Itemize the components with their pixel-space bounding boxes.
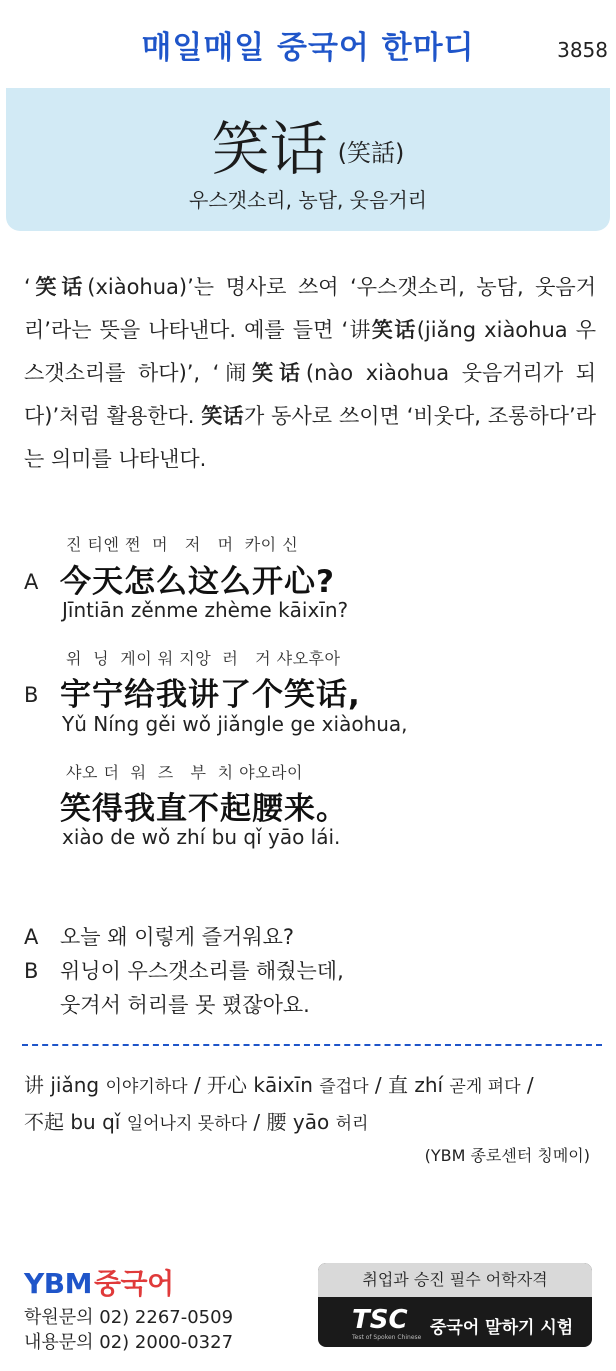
word-title-box [6,88,610,231]
vocab-chinese: 腰 [266,1110,287,1134]
vocab-pinyin: jiǎng [50,1073,100,1097]
vocab-separator: / [520,1073,534,1097]
vocab-chinese: 开心 [207,1073,248,1097]
translation-text: 위닝이 우스갯소리를 해줬는데, [60,959,344,983]
explanation-text: (nào xiàohua 웃음거리가 되다)’처럼 활용한다. [24,361,596,428]
dashed-divider [22,1044,602,1046]
vocab-pinyin: zhí [414,1073,444,1097]
dialogue-chinese-text: , [348,677,361,713]
explanation-text: 가 동사로 쓰이면 ‘비웃다, 조롱하다’라는 의미를 나타낸다. [24,404,596,471]
author-credit: (YBM 종로센터 칭메이) [424,1146,590,1165]
translation-speaker: B [24,959,39,983]
tsc-banner [318,1263,592,1347]
vocab-pinyin: yāo [292,1110,330,1134]
vocab-chinese: 不起 [24,1110,64,1134]
dialogue-keyword: 笑话 [284,677,348,713]
tsc-logo: TSC [352,1305,408,1335]
dialogue-chinese: 笑得我直不起腰来。 [60,791,348,827]
dialogue-pinyin: Yǔ Níng gěi wǒ jiǎngle ge xiàohua, [62,712,408,736]
vocab-chinese: 直 [387,1073,408,1097]
dialogue-ruby: 위 닝 게이 워 지앙 러 거 샤오후아 [66,649,341,668]
explanation-text: ‘ [24,275,31,299]
dialogue-speaker: A [24,570,39,594]
dialogue-chinese [60,669,361,714]
vocab-gloss: 즐겁다 [319,1077,369,1097]
dialogue-speaker: B [24,683,39,707]
explanation-keyword: 笑话 [201,404,244,428]
vocab-line [24,1068,604,1105]
vocab-list [24,1068,604,1142]
logo-chinese-text: 중국어 [93,1267,174,1300]
word-traditional: (笑話) [337,138,405,167]
dialogue-pinyin: Jīntiān zěnme zhème kāixīn? [62,598,349,622]
vocab-separator: / [247,1110,267,1134]
contact-academy: 학원문의 02) 2267-0509 [24,1307,234,1328]
dialogue-pinyin: xiào de wǒ zhí bu qǐ yāo lái. [62,825,341,849]
dialogue-chinese: 今天怎么这么开心? [60,564,335,600]
word-headline [6,102,610,186]
vocab-gloss: 허리 [335,1114,369,1134]
tsc-tagline: 취업과 승진 필수 어학자격 [318,1263,592,1297]
vocab-separator: / [187,1073,208,1097]
dialogue-chinese-text: 宇宁给我讲了个 [60,677,284,713]
word-meaning: 우스갯소리, 농담, 웃음거리 [189,188,427,212]
vocab-chinese: 讲 [24,1073,44,1097]
translation-line [24,989,310,1019]
vocab-gloss: 이야기하다 [105,1077,188,1097]
explanation-paragraph [24,266,596,481]
explanation-keyword: 笑话 [30,275,88,299]
vocab-pinyin: kāixīn [253,1073,313,1097]
dialogue-ruby: 샤오 더 워 즈 부 치 야오라이 [66,763,303,782]
vocab-separator: / [368,1073,388,1097]
tsc-logo-subtitle: Test of Spoken Chinese [352,1334,422,1341]
explanation-text: (jiǎng xiàohua 우스갯소리를 하다)’, ‘闹 [24,318,597,385]
translation-line [24,921,294,951]
vocab-gloss: 일어나지 못하다 [126,1114,248,1134]
dialogue-ruby: 진 티엔 쩐 머 저 머 카이 신 [66,535,299,554]
explanation-text: (xiàohua)’는 명사로 쓰여 ‘우스갯소리, 농담, 웃음거리’라는 뜻을 나타낸다. 예를 들면 ‘讲 [24,275,597,342]
vocab-pinyin: bu qǐ [70,1110,121,1134]
ybm-chinese-logo [24,1262,174,1302]
translation-text: 웃겨서 허리를 못 폈잖아요. [60,993,310,1017]
tsc-exam-name: 중국어 말하기 시험 [430,1318,574,1338]
translation-text: 오늘 왜 이렇게 즐거워요? [60,925,295,949]
issue-number: 3858 [557,38,608,62]
vocab-line [24,1105,604,1142]
translation-speaker: A [24,925,39,949]
explanation-keyword: 笑话 [371,318,417,342]
vocab-gloss: 곧게 펴다 [449,1077,521,1097]
logo-ybm-text: YBM [24,1267,92,1300]
explanation-keyword: 笑话 [252,361,306,385]
word-chinese: 笑话 [211,115,328,183]
page-header-title: 매일매일 중국어 한마디 [141,30,475,66]
contact-content: 내용문의 02) 2000-0327 [24,1332,234,1353]
translation-line [24,955,344,985]
